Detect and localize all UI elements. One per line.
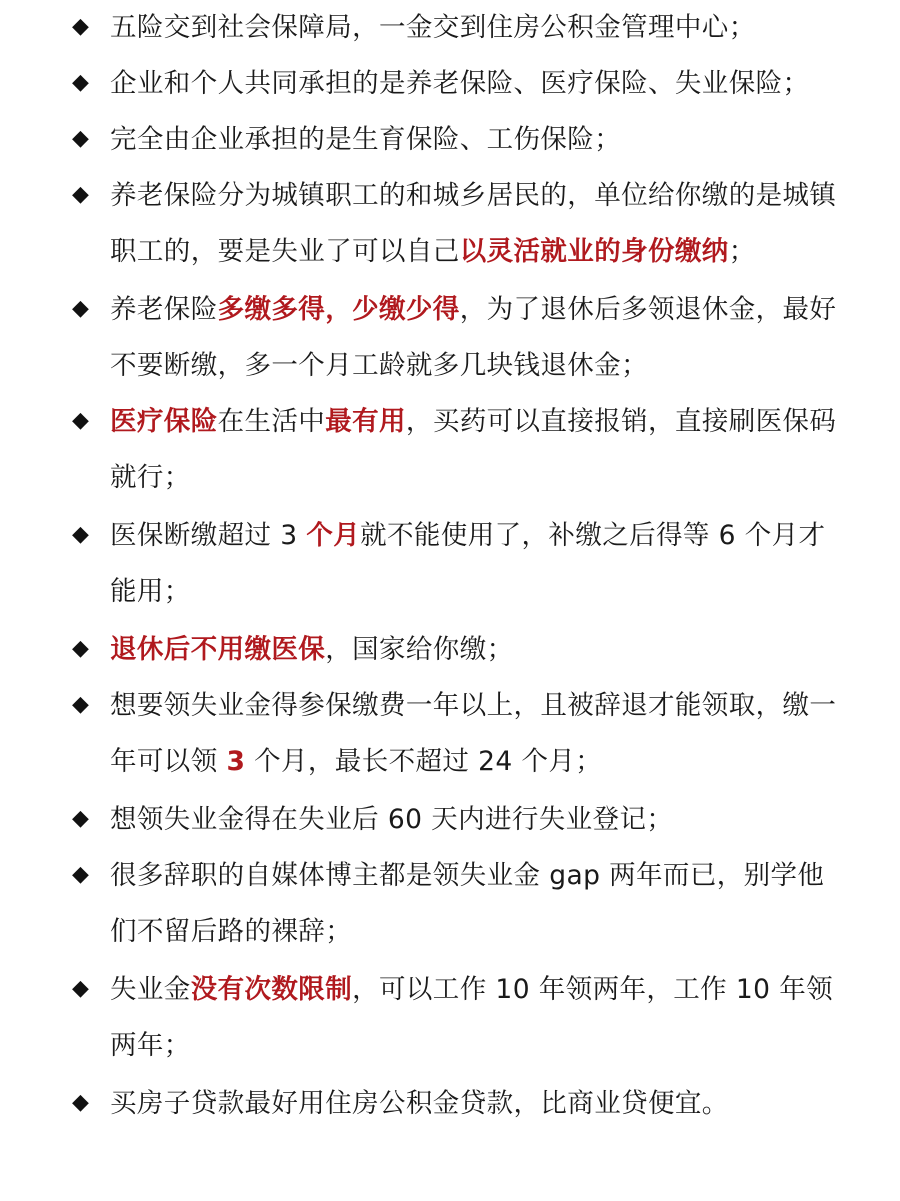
black-diamond-icon: ◆ bbox=[72, 408, 89, 433]
item-text: 养老保险多缴多得，少缴少得，为了退休后多领退休金，最好不要断缴，多一个月工龄就多几块钱退休金； bbox=[110, 294, 837, 381]
item-text: 退休后不用缴医保，国家给你缴； bbox=[110, 634, 514, 665]
highlight-text: 个月 bbox=[306, 520, 361, 551]
item-text: 买房子贷款最好用住房公积金贷款，比商业贷便宜。 bbox=[110, 1088, 729, 1119]
highlight-text: 以灵活就业的身份缴纳 bbox=[459, 236, 729, 267]
black-diamond-icon: ◆ bbox=[72, 862, 89, 887]
black-diamond-icon: ◆ bbox=[72, 14, 89, 39]
black-diamond-icon: ◆ bbox=[72, 1090, 89, 1115]
item-text: 想领失业金得在失业后 60 天内进行失业登记； bbox=[110, 804, 674, 835]
highlight-text: 3 bbox=[226, 746, 246, 777]
item-text: 企业和个人共同承担的是养老保险、医疗保险、失业保险； bbox=[110, 68, 810, 99]
highlight-text: 多缴多得，少缴少得 bbox=[217, 294, 460, 325]
item-text: 医保断缴超过 3 个月就不能使用了，补缴之后得等 6 个月才能用； bbox=[110, 520, 826, 607]
black-diamond-icon: ◆ bbox=[72, 296, 89, 321]
highlight-text: 医疗保险 bbox=[110, 406, 218, 437]
item-text: 养老保险分为城镇职工的和城乡居民的，单位给你缴的是城镇职工的，要是失业了可以自己以灵活就业的身份缴纳； bbox=[110, 180, 837, 267]
black-diamond-icon: ◆ bbox=[72, 182, 89, 207]
item-text: 想要领失业金得参保缴费一年以上，且被辞退才能领取，缴一年可以领 3 个月，最长不超过 24 个月； bbox=[110, 690, 837, 777]
black-diamond-icon: ◆ bbox=[72, 522, 89, 547]
item-text: 完全由企业承担的是生育保险、工伤保险； bbox=[110, 124, 622, 155]
black-diamond-icon: ◆ bbox=[72, 806, 89, 831]
black-diamond-icon: ◆ bbox=[72, 70, 89, 95]
highlight-text: 最有用 bbox=[325, 406, 406, 437]
black-diamond-icon: ◆ bbox=[72, 126, 89, 151]
item-text: 医疗保险在生活中最有用，买药可以直接报销，直接刷医保码就行； bbox=[110, 406, 837, 493]
item-text: 失业金没有次数限制，可以工作 10 年领两年，工作 10 年领两年； bbox=[110, 974, 834, 1061]
highlight-text: 没有次数限制 bbox=[190, 974, 353, 1005]
black-diamond-icon: ◆ bbox=[72, 636, 89, 661]
item-text: 很多辞职的自媒体博主都是领失业金 gap 两年而已，别学他们不留后路的裸辞； bbox=[110, 860, 825, 947]
black-diamond-icon: ◆ bbox=[72, 692, 89, 717]
highlight-text: 退休后不用缴医保 bbox=[110, 634, 326, 665]
black-diamond-icon: ◆ bbox=[72, 976, 89, 1001]
item-text: 五险交到社会保障局，一金交到住房公积金管理中心； bbox=[110, 12, 756, 43]
